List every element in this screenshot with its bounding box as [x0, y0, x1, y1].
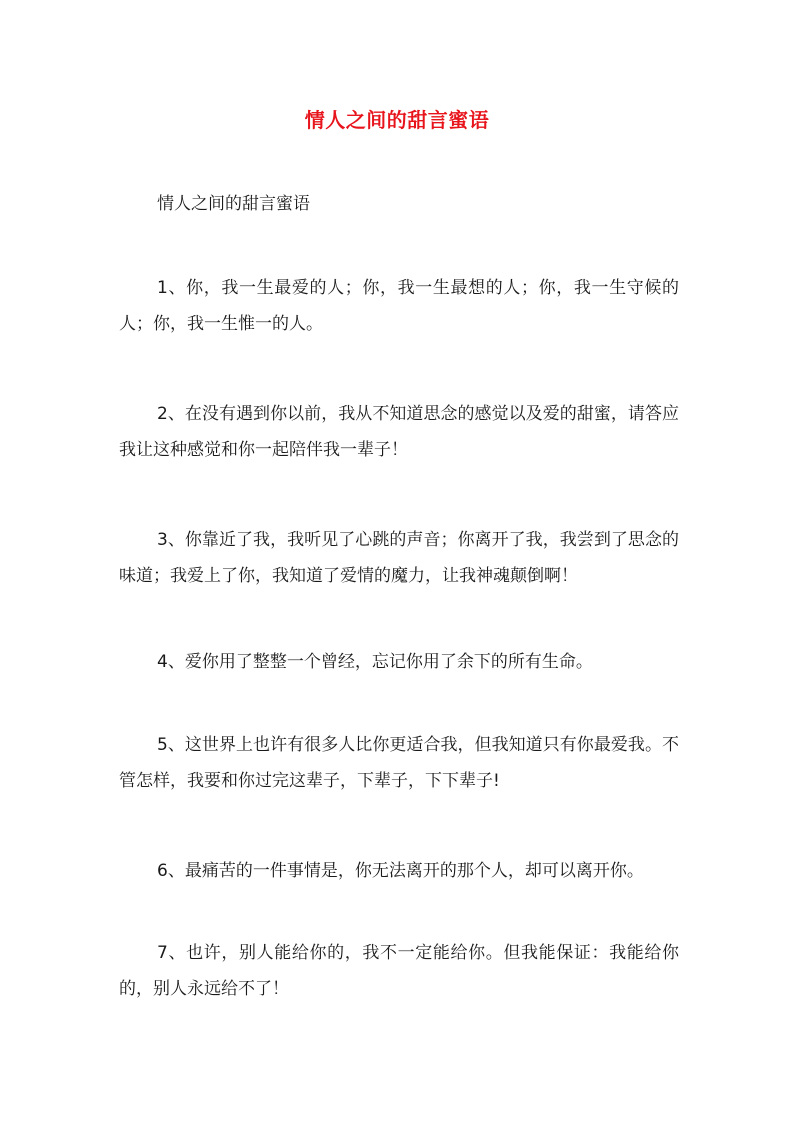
paragraph-6: 6、最痛苦的一件事情是，你无法离开的那个人，却可以离开你。: [157, 861, 644, 881]
paragraph-2: 2、在没有遇到你以前，我从不知道思念的感觉以及爱的甜蜜，请答应我让这种感觉和你一起陪伴我一辈子！: [119, 404, 679, 460]
paragraph-1: 1、你，我一生最爱的人；你，我一生最想的人；你，我一生守候的人；你，我一生惟一的人。: [119, 278, 679, 334]
paragraph-3: 3、你靠近了我，我听见了心跳的声音；你离开了我，我尝到了思念的味道；我爱上了你，我知道了爱情的魔力，让我神魂颠倒啊！: [119, 530, 679, 586]
paragraph-5: 5、这世界上也许有很多人比你更适合我，但我知道只有你最爱我。不管怎样，我要和你过完这辈子，下辈子，下下辈子!: [119, 735, 679, 791]
paragraph-7: 7、也许，别人能给你的，我不一定能给你。但我能保证：我能给你的，别人永远给不了！: [119, 943, 679, 999]
intro-line: 情人之间的甜言蜜语: [157, 194, 310, 214]
paragraph-4: 4、爱你用了整整一个曾经，忘记你用了余下的所有生命。: [157, 652, 593, 672]
document-title: 情人之间的甜言蜜语: [304, 108, 490, 132]
